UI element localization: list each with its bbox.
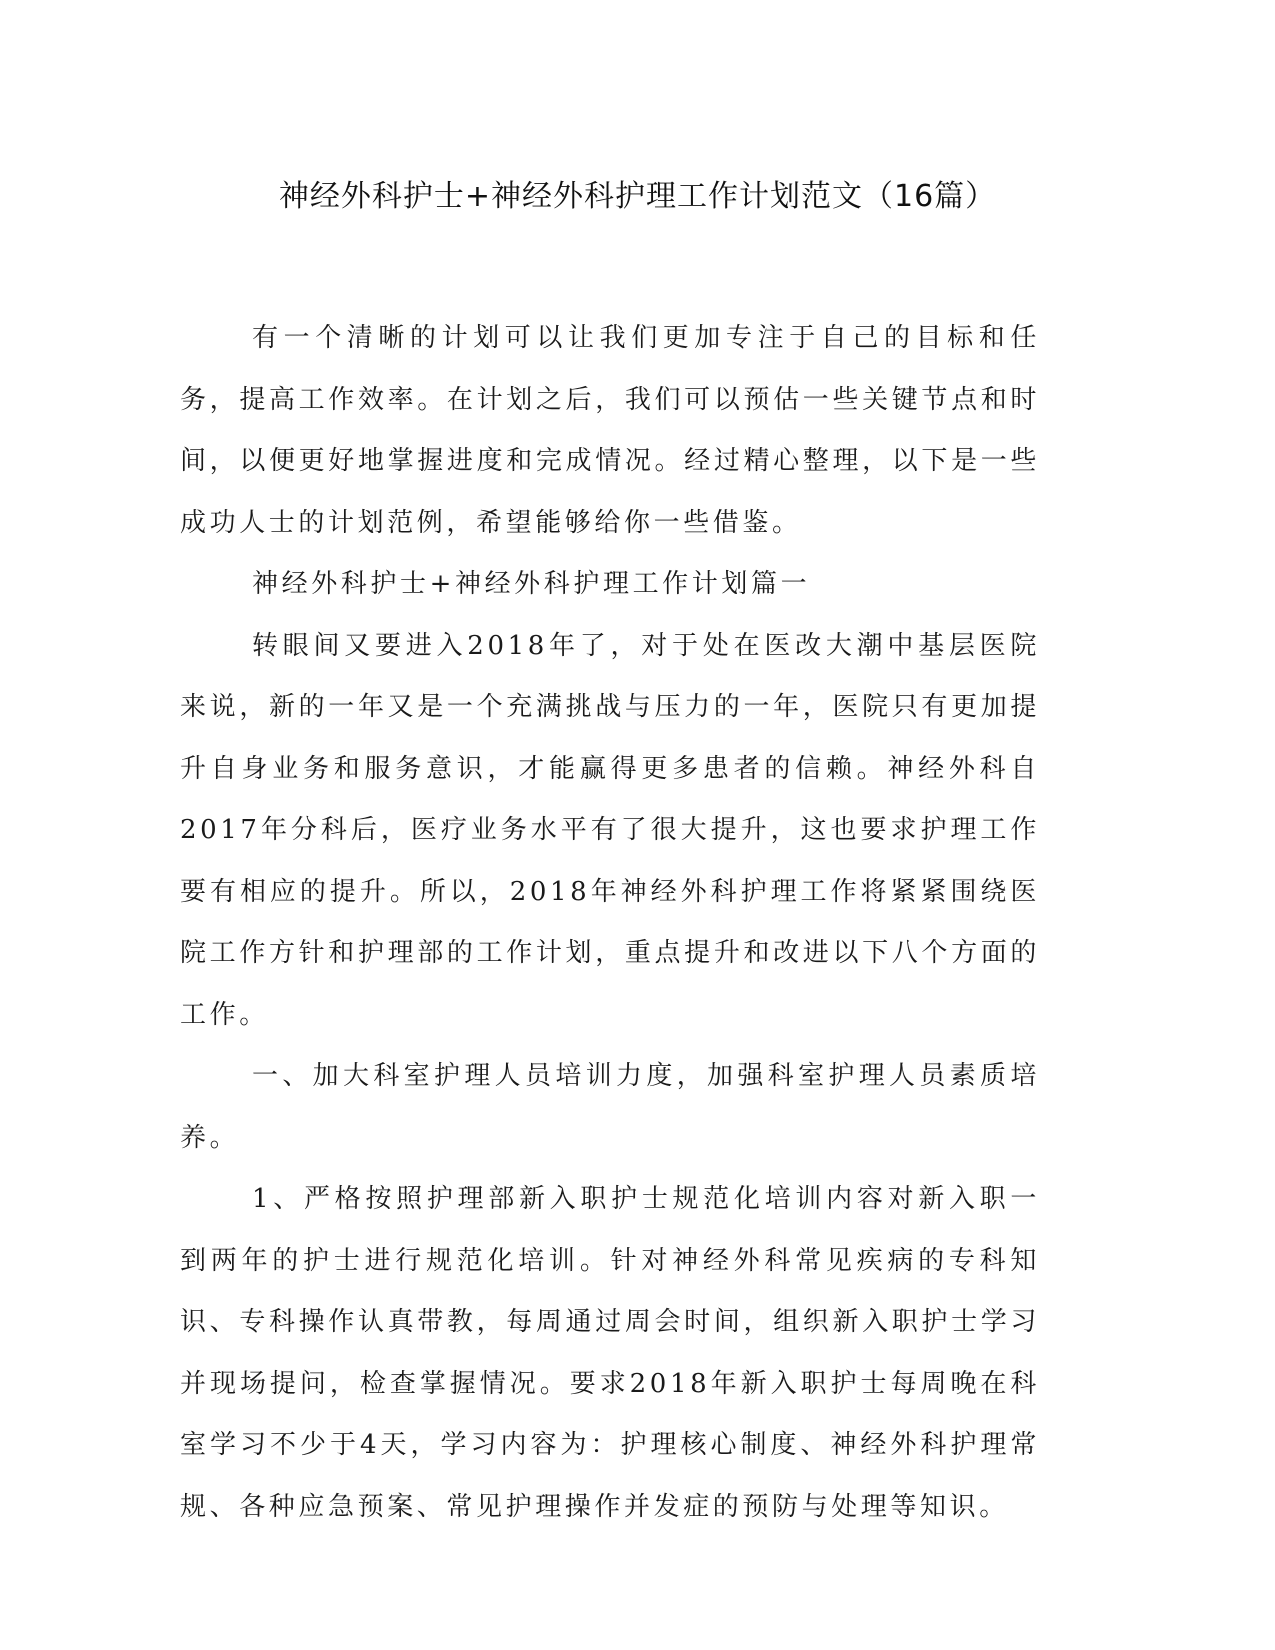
list-item-paragraph: 1、严格按照护理部新入职护士规范化培训内容对新入职一到两年的护士进行规范化培训。针对神经外科常见疾病的专科知识、专科操作认真带教，每周通过周会时间，组织新入职护士学习并现场提问，检查掌握情况。要求2018年新入职护士每周晚在科室学习不少于4天，学习内容为：护理核心制度、神经外科护理常规、各种应急预案、常见护理操作并发症的预防与处理等知识。 [180,1184,1040,1522]
document-body [180,308,1040,1538]
section-heading: 神经外科护士+神经外科护理工作计划篇一 [252,569,811,599]
intro-paragraph: 有一个清晰的计划可以让我们更加专注于自己的目标和任务，提高工作效率。在计划之后，我们可以预估一些关键节点和时间，以便更好地掌握进度和完成情况。经过精心整理，以下是一些成功人士的计划范例，希望能够给你一些借鉴。 [180,323,1040,538]
document-title: 神经外科护士+神经外科护理工作计划范文（16篇） [278,179,997,214]
subsection-heading: 一、加大科室护理人员培训力度，加强科室护理人员素质培养。 [180,1061,1040,1153]
body-paragraph: 转眼间又要进入2018年了，对于处在医改大潮中基层医院来说，新的一年又是一个充满挑战与压力的一年，医院只有更加提升自身业务和服务意识，才能赢得更多患者的信赖。神经外科自2017年分科后，医疗业务水平有了很大提升，这也要求护理工作要有相应的提升。所以，2018年神经外科护理工作将紧紧围绕医院工作方针和护理部的工作计划，重点提升和改进以下八个方面的工作。 [180,630,1040,1030]
